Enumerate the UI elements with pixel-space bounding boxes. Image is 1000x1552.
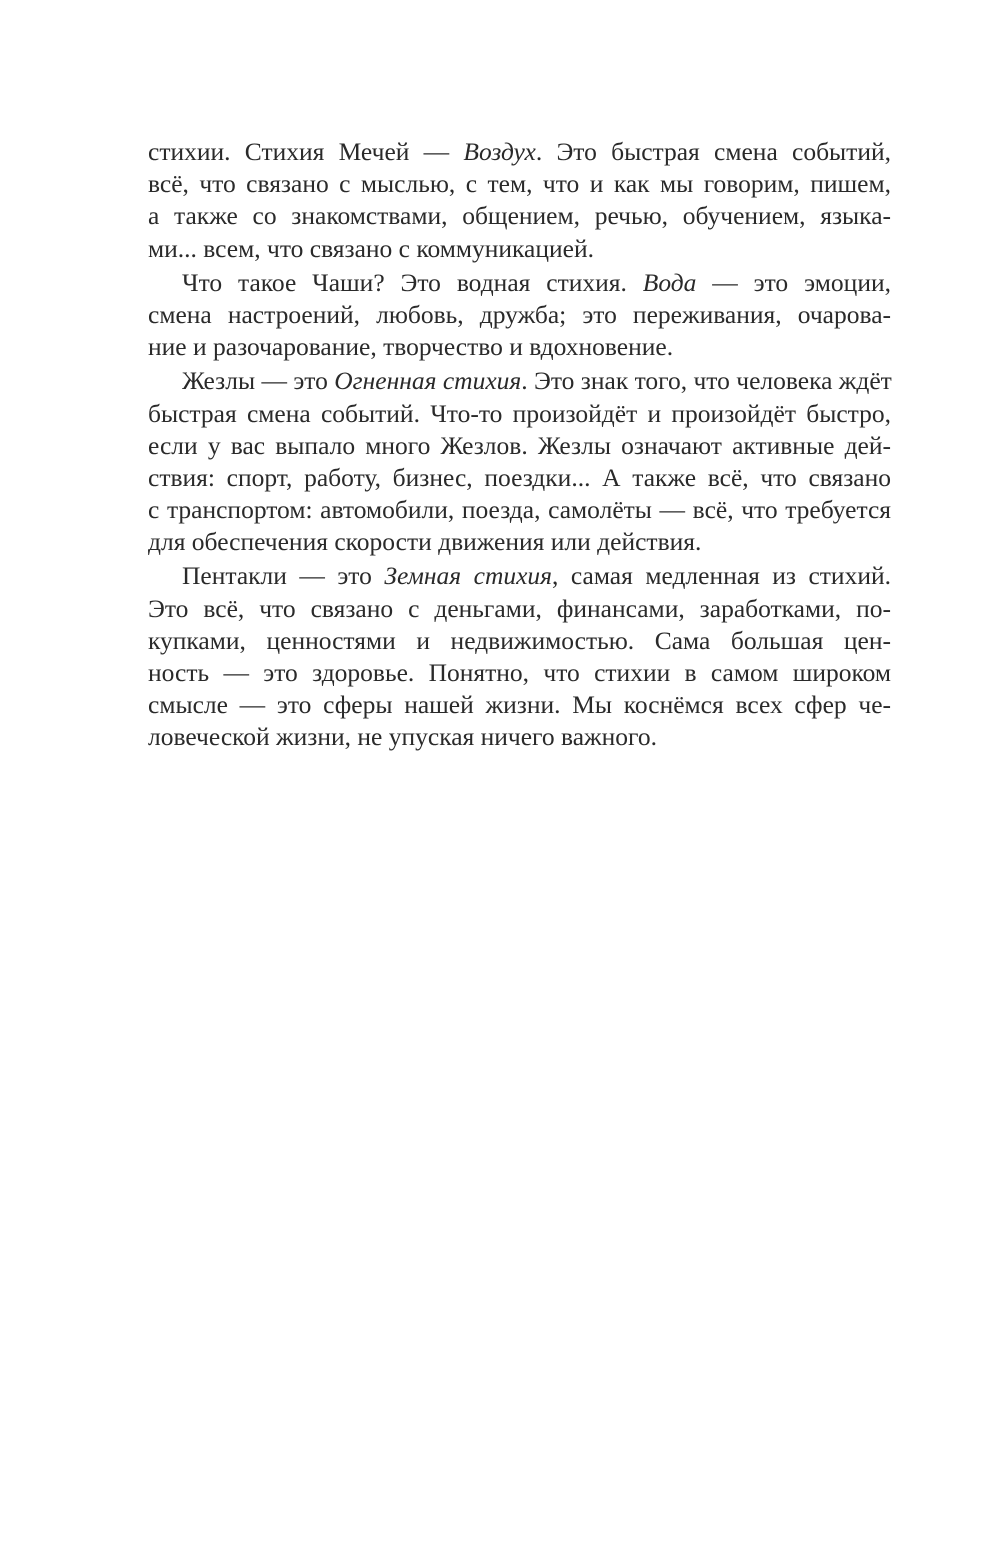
paragraph: [148, 136, 891, 265]
text-line: смена настроений, любовь, дружба; это переживания, очарова-: [148, 299, 891, 329]
body-text: [148, 136, 891, 754]
text-line: всё, что связано с мыслью, с тем, что и как мы говорим, пишем,: [148, 169, 891, 199]
text-line: для обеспечения скорости движения или действия.: [148, 527, 702, 557]
paragraph: [148, 267, 891, 364]
text-line: смысле — это сферы нашей жизни. Мы коснёмся всех сфер че-: [148, 690, 891, 720]
text-line: ствия: спорт, работу, бизнес, поездки... А также всё, что связано: [148, 462, 891, 492]
text-line: Жезлы — это Огненная стихия. Это знак того, что человека ждёт: [182, 366, 892, 396]
text-line: ми... всем, что связано с коммуникацией.: [148, 233, 595, 263]
text-line: если у вас выпало много Жезлов. Жезлы означают активные дей-: [148, 430, 891, 460]
text-line: купками, ценностями и недвижимостью. Сама большая цен-: [148, 625, 891, 655]
text-line: Это всё, что связано с деньгами, финансами, заработками, по-: [148, 593, 891, 623]
text-line: ность — это здоровье. Понятно, что стихии в самом широком: [148, 658, 891, 687]
paragraph: [148, 365, 891, 558]
text-line: Что такое Чаши? Это водная стихия. Вода — это эмоции,: [182, 267, 891, 297]
text-line: ловеческой жизни, не упуская ничего важного.: [148, 722, 657, 752]
text-line: стихии. Стихия Мечей — Воздух. Это быстрая смена событий,: [148, 137, 891, 166]
text-line: быстрая смена событий. Что-то произойдёт и произойдёт быстро,: [148, 398, 891, 428]
paragraph: [148, 560, 891, 753]
text-line: с транспортом: автомобили, поезда, самолёты — всё, что требуется: [148, 495, 891, 525]
text-line: ние и разочарование, творчество и вдохновение.: [148, 332, 674, 362]
text-line: Пентакли — это Земная стихия, самая медленная из стихий.: [182, 561, 891, 591]
text-line: а также со знакомствами, общением, речью, обучением, языка-: [148, 201, 891, 231]
